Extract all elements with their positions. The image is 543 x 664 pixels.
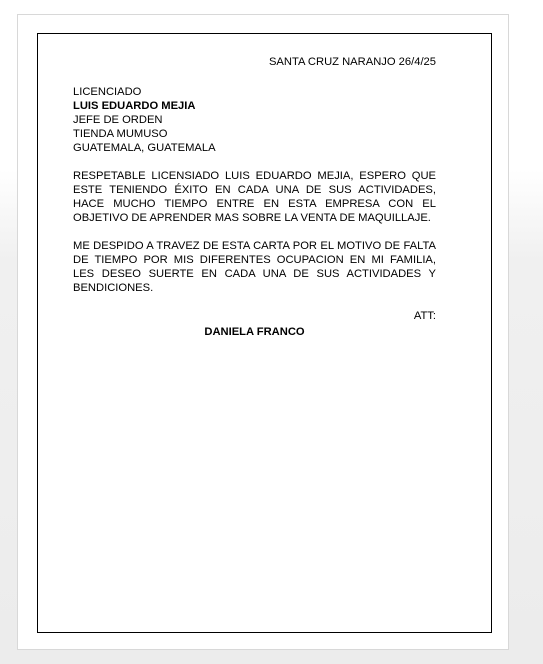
recipient-name: LUIS EDUARDO MEJIA — [73, 100, 196, 112]
greeting-paragraph: RESPETABLE LICENSIADO LUIS EDUARDO MEJIA, ESPERO QUE ESTE TENIENDO ÉXITO EN CADA UNA DE SUS ACTIVIDADES, HACE MUCHO TIEMPO ENTRE EN ESTA EMPRESA CON EL OBJETIVO DE APRENDER MAS SOBRE LA VENTA DE MAQUILLAJE. — [73, 170, 436, 224]
signature-name: DANIELA FRANCO — [204, 326, 305, 338]
recipient-title: LICENCIADO — [73, 86, 142, 98]
farewell-paragraph: ME DESPIDO A TRAVEZ DE ESTA CARTA POR EL MOTIVO DE FALTA DE TIEMPO POR MIS DIFERENTES OCUPACION EN MI FAMILIA, LES DESEO SUERTE EN CADA UNA DE SUS ACTIVIDADES Y BENDICIONES. — [73, 240, 436, 294]
recipient-company: TIENDA MUMUSO — [73, 128, 168, 140]
recipient-block — [73, 85, 436, 155]
letter-body — [73, 55, 436, 339]
place-date: SANTA CRUZ NARANJO 26/4/25 — [268, 56, 436, 68]
closing-text: ATT: — [413, 310, 436, 322]
recipient-position: JEFE DE ORDEN — [73, 114, 163, 126]
recipient-location: GUATEMALA, GUATEMALA — [73, 142, 216, 154]
